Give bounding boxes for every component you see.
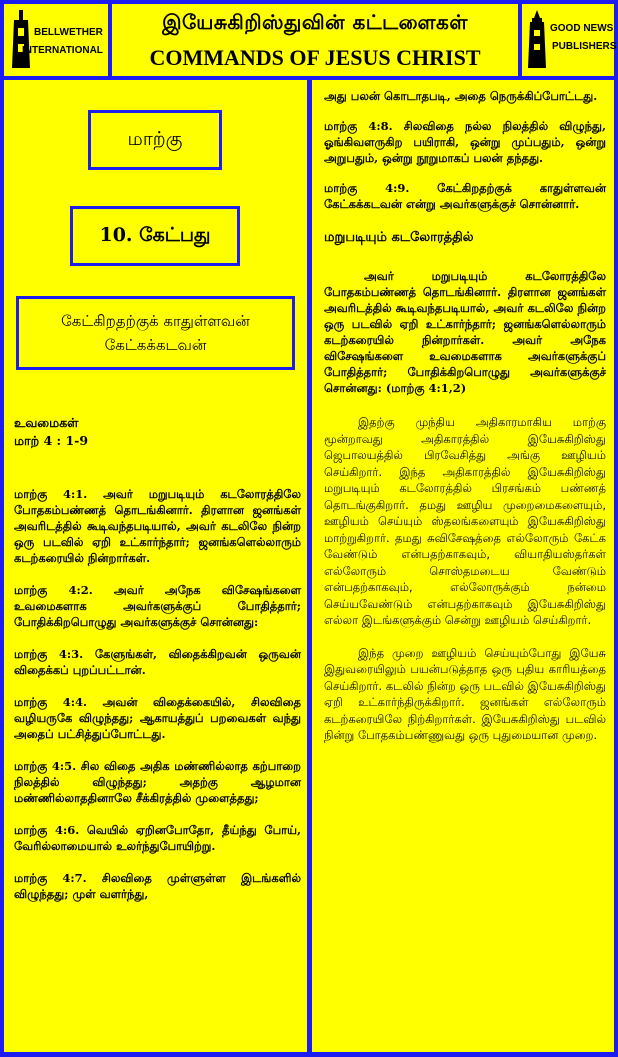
- left-verses: [14, 486, 301, 902]
- logo-right-line1: GOOD NEWS: [550, 23, 614, 34]
- right-column: [324, 88, 606, 744]
- header-bar: [0, 0, 618, 80]
- chapter-box: 10. கேட்பது: [70, 206, 240, 266]
- verse-paragraph: மாற்கு 4:8. சிலவிதை நல்ல நிலத்தில் விழுந்து, ஓங்கிவளருகிற பயிராகி, ஒன்று முப்பதும், ஒன்று அறுபதும், ஒன்று நூறுமாகப் பலன் தந்தது.: [324, 119, 606, 165]
- bellwether-logo: [4, 4, 108, 76]
- title-box: [112, 4, 518, 76]
- logo-right-line2: PUBLISHERS: [552, 41, 617, 52]
- verse-paragraph: மாற்கு 4:9. கேட்கிறதற்குக் காதுள்ளவன் கேட்கக்கடவன் என்று அவர்களுக்குச் சொன்னார்.: [324, 181, 606, 211]
- section-paragraph: அவர் மறுபடியும் கடலோரத்திலே போதகம்பண்ணத் தொடங்கினார். திரளான ஜனங்கள் அவரிடத்தில் கூடிவந்தபடியால், அவர் கடலிலே நின்ற ஒரு படவில் ஏறி உட்கார்ந்தார்; ஜனங்களெல்லாரும் கடற்கரையில் நின்றார்கள். அவர் அநேக விசேஷங்களை உவமைகளாக அவர்களுக்குப் போதித்தார்; போதிக்கிறபொழுது அவர்களுக்குச் சொன்னது: (மாற்கு 4:1,2): [324, 269, 606, 395]
- bell-tower-icon: [10, 10, 32, 70]
- verse-paragraph: மாற்கு 4:6. வெயில் ஏறினபோதோ, தீய்ந்து போய், வேரில்லாமையால் உலர்ந்துபோயிற்று.: [14, 823, 301, 853]
- verse-paragraph: மாற்கு 4:4. அவன் விதைக்கையில், சிலவிதை வழியருகே விழுந்தது; ஆகாயத்துப் பறவைகள் வந்து அதைப் பட்சித்துப்போட்டது.: [14, 695, 301, 741]
- verse-paragraph: மாற்கு 4:1. அவர் மறுபடியும் கடலோரத்திலே போதகம்பண்ணத் தொடங்கினார். திரளான ஜனங்கள் அவரிடத்தில் கூடிவந்தபடியால், அவர் கடலிலே நின்ற ஒரு படவில் ஏறி உட்கார்ந்தார்; ஜனங்களெல்லாரும் கடற்கரையில் நின்றார்கள்.: [14, 487, 301, 565]
- frame-left: [0, 80, 4, 1057]
- commentary-paragraph: இதற்கு முந்திய அதிகாரமாகிய மாற்கு மூன்றாவது அதிகாரத்தில் இயேசுகிறிஸ்து ஜெபாலயத்தில் பிரவேசித்து அங்கு ஊழியம் செய்கிறார். இந்த அதிகாரத்தில் இயேசுகிறிஸ்து மறுபடியும் கடலோரத்தில் பிரசங்கம் பண்ணத் தொடங்குகிறார். தமது ஊழிய முறைமைகளையும், ஊழியம் செய்யும் ஸ்தலங்களையும் இயேசுகிறிஸ்து மாற்றுகிறார். தமது சுவிசேஷத்தை எல்லோரும் கேட்க வேண்டும் என்பதற்காகவும், வியாதியஸ்தர்கள் எல்லோரும் சொஸ்தமடைய வேண்டும் என்பதற்காகவும், எல்லோருக்கும் நன்மை செய்யவேண்டும் என்பதற்காகவும் இயேசுகிறிஸ்து எல்லா இடங்களுக்கும் சென்று ஊழியம் செய்கிறார்.: [324, 415, 606, 627]
- reference-label: உவமைகள்: [14, 415, 79, 430]
- verse-paragraph: அது பலன் கொடாதபடி, அதை நெருக்கிப்போட்டது.: [324, 89, 598, 103]
- reference-verse: மாற் 4 : 1-9: [14, 433, 89, 448]
- left-column: [14, 414, 301, 450]
- verse-paragraph: மாற்கு 4:7. சிலவிதை முள்ளுள்ள இடங்களில் விழுந்தது; முள் வளர்ந்து,: [14, 871, 301, 901]
- column-divider: [307, 80, 312, 1057]
- verse-paragraph: மாற்கு 4:2. அவர் அநேக விசேஷங்களை உவமைகளாக அவர்களுக்குப் போதித்தார்; போதிக்கிறபொழுது அவர்களுக்குச் சொன்னது:: [14, 583, 301, 629]
- frame-right: [614, 80, 618, 1057]
- logo-left-line2: INTERNATIONAL: [22, 45, 103, 56]
- tower-icon: [526, 10, 548, 70]
- logo-left-line1: BELLWETHER: [34, 27, 103, 38]
- verse-paragraph: மாற்கு 4:3. கேளுங்கள், விதைக்கிறவன் ஒருவன் விதைக்கப் புறப்பட்டான்.: [14, 647, 301, 677]
- page-title-english: COMMANDS OF JESUS CHRIST: [149, 45, 481, 70]
- good-news-logo: [522, 4, 617, 76]
- section-title: மறுபடியும் கடலோரத்தில்: [324, 230, 474, 245]
- commentary-paragraph: இந்த முறை ஊழியம் செய்யும்போது இயேசு இதுவரையிலும் பயன்படுத்தாத ஒரு புதிய காரியத்தை செய்கிறார். கடலில் நின்ற ஒரு படவில் இயேசுகிறிஸ்து ஏறி உட்கார்ந்திருக்கிறார். ஜனங்கள் எல்லோரும் கடற்கரையிலே நிற்கிறார்கள். இயேசுகிறிஸ்து படவில் நின்று போதகம்பண்ணுவது ஒரு புதுமையான முறை.: [324, 645, 606, 742]
- gospel-box: மாற்கு: [88, 110, 222, 170]
- verse-paragraph: மாற்கு 4:5. சில விதை அதிக மண்ணில்லாத கற்பாறை நிலத்தில் விழுந்தது; அதற்கு ஆழமான மண்ணில்லாததினாலே சீக்கிரத்தில் முளைத்தது;: [14, 759, 301, 805]
- page-title-tamil: இயேசுகிறிஸ்துவின் கட்டளைகள்: [162, 10, 468, 34]
- theme-box: கேட்கிறதற்குக் காதுள்ளவன் கேட்கக்கடவன்: [16, 296, 295, 370]
